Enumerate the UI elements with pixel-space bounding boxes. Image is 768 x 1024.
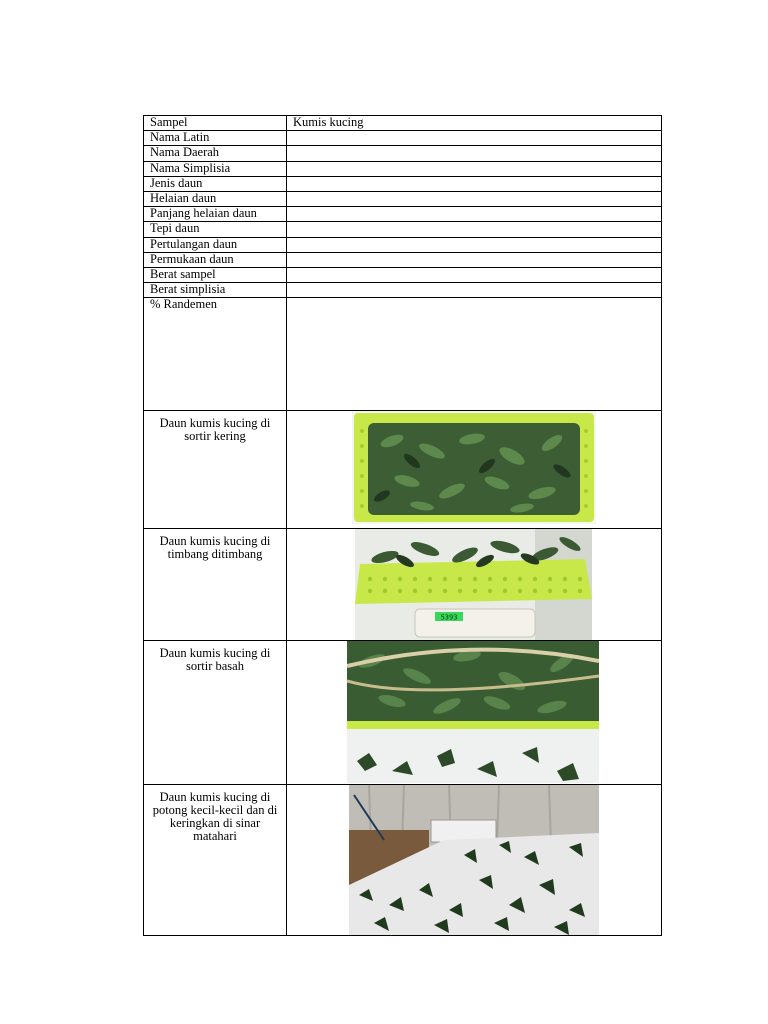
row-label: Jenis daun: [144, 176, 287, 191]
row-label: Panjang helaian daun: [144, 207, 287, 222]
table-row: [144, 161, 662, 176]
row-value: [287, 161, 662, 176]
row-label: Nama Daerah: [144, 146, 287, 161]
row-value: [287, 237, 662, 252]
leaves-drying-sun-photo: [349, 785, 599, 935]
basket-on-scale-photo: [355, 529, 592, 640]
row-label: Berat sampel: [144, 267, 287, 282]
row-value: [287, 146, 662, 161]
table-row: [144, 176, 662, 191]
row-label: Pertulangan daun: [144, 237, 287, 252]
row-label: % Randemen: [144, 298, 287, 411]
row-label: Nama Latin: [144, 131, 287, 146]
table-row: [144, 252, 662, 267]
row-value: [287, 283, 662, 298]
row-value: [287, 298, 662, 411]
row-label: Permukaan daun: [144, 252, 287, 267]
table-row: [144, 191, 662, 206]
table-row: [144, 222, 662, 237]
photo-cell: [287, 411, 662, 529]
photo-caption: Daun kumis kucing di timbang ditimbang: [144, 529, 287, 641]
row-value: Kumis kucing: [287, 116, 662, 131]
photo-cell: [287, 529, 662, 641]
table-row: [144, 298, 662, 411]
photo-cell: [287, 785, 662, 936]
specimen-table: [143, 115, 662, 936]
table-row: [144, 283, 662, 298]
leaves-in-green-basket-photo: [352, 411, 596, 524]
row-label: Berat simplisia: [144, 283, 287, 298]
row-value: [287, 131, 662, 146]
scale-display-text: 5393: [440, 613, 458, 622]
table-row: [144, 237, 662, 252]
photo-caption: Daun kumis kucing di potong kecil-kecil dan di keringkan di sinar matahari: [144, 785, 287, 936]
row-value: [287, 222, 662, 237]
photo-caption: Daun kumis kucing di sortir kering: [144, 411, 287, 529]
row-value: [287, 176, 662, 191]
row-value: [287, 267, 662, 282]
row-value: [287, 191, 662, 206]
row-label: Tepi daun: [144, 222, 287, 237]
table-row: [144, 267, 662, 282]
photo-caption: Daun kumis kucing di sortir basah: [144, 641, 287, 785]
photo-row: [144, 641, 662, 785]
row-value: [287, 207, 662, 222]
table-row: [144, 131, 662, 146]
row-label: Sampel: [144, 116, 287, 131]
row-label: Helaian daun: [144, 191, 287, 206]
row-label: Nama Simplisia: [144, 161, 287, 176]
table-row: [144, 146, 662, 161]
photo-row: [144, 785, 662, 936]
photo-row: [144, 529, 662, 641]
row-value: [287, 252, 662, 267]
table-row: [144, 116, 662, 131]
photo-cell: [287, 641, 662, 785]
table-row: [144, 207, 662, 222]
photo-row: [144, 411, 662, 529]
leaves-sorting-wet-photo: [347, 641, 599, 783]
